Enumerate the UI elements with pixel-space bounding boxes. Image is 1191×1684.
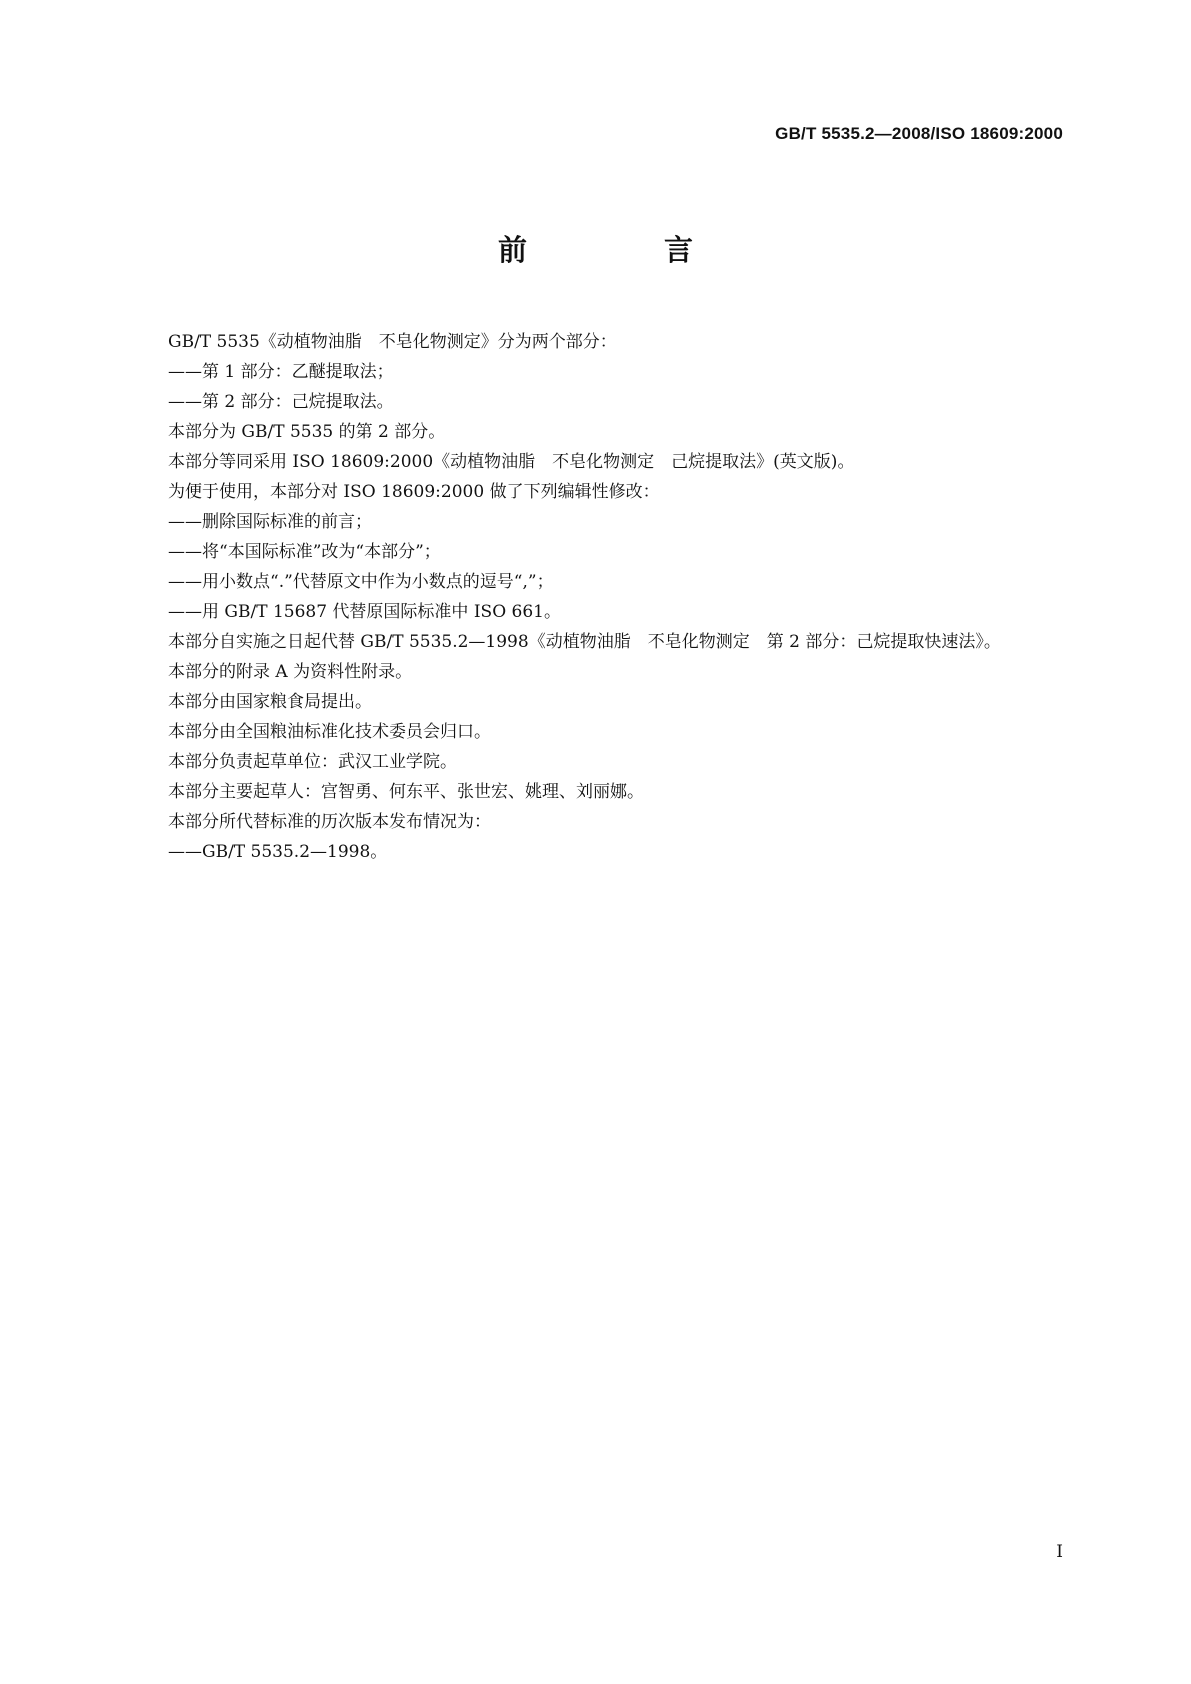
paragraph-proposed-by: 本部分由国家粮食局提出。: [168, 692, 372, 712]
paragraph-parts-intro: GB/T 5535《动植物油脂 不皂化物测定》分为两个部分：: [168, 332, 617, 352]
list-item-history-1: ——GB/T 5535.2—1998。: [168, 842, 388, 862]
paragraph-drafting-unit: 本部分负责起草单位：武汉工业学院。: [168, 752, 457, 772]
list-item-part-1: ——第 1 部分：乙醚提取法；: [168, 362, 394, 382]
foreword-body: [134, 327, 1062, 867]
paragraph-centralized-by: 本部分由全国粮油标准化技术委员会归口。: [168, 722, 491, 742]
page-title: 前 言: [497, 233, 747, 267]
list-item-edit-4: ——用 GB/T 15687 代替原国际标准中 ISO 661。: [168, 602, 561, 622]
list-item-part-2: ——第 2 部分：己烷提取法。: [168, 392, 394, 412]
list-item-edit-3: ——用小数点“.”代替原文中作为小数点的逗号“,”；: [168, 572, 554, 592]
paragraph-adoption: 本部分等同采用 ISO 18609:2000《动植物油脂 不皂化物测定 己烷提取法》(英文版)。: [168, 452, 855, 472]
paragraph-replacement: 本部分自实施之日起代替 GB/T 5535.2—1998《动植物油脂 不皂化物测定 第 2 部分：己烷提取快速法》。: [168, 632, 1001, 652]
list-item-edit-2: ——将“本国际标准”改为“本部分”；: [168, 542, 441, 562]
list-item-edit-1: ——删除国际标准的前言；: [168, 512, 372, 532]
standard-number-header: GB/T 5535.2—2008/ISO 18609:2000: [775, 124, 1063, 143]
paragraph-drafters: 本部分主要起草人：宫智勇、何东平、张世宏、姚理、刘丽娜。: [168, 782, 644, 802]
paragraph-history-intro: 本部分所代替标准的历次版本发布情况为：: [168, 812, 491, 832]
paragraph-this-part: 本部分为 GB/T 5535 的第 2 部分。: [168, 422, 446, 442]
paragraph-annex: 本部分的附录 A 为资料性附录。: [168, 662, 413, 682]
page-number: I: [1056, 1542, 1063, 1562]
paragraph-edits-intro: 为便于使用，本部分对 ISO 18609:2000 做了下列编辑性修改：: [168, 482, 660, 502]
